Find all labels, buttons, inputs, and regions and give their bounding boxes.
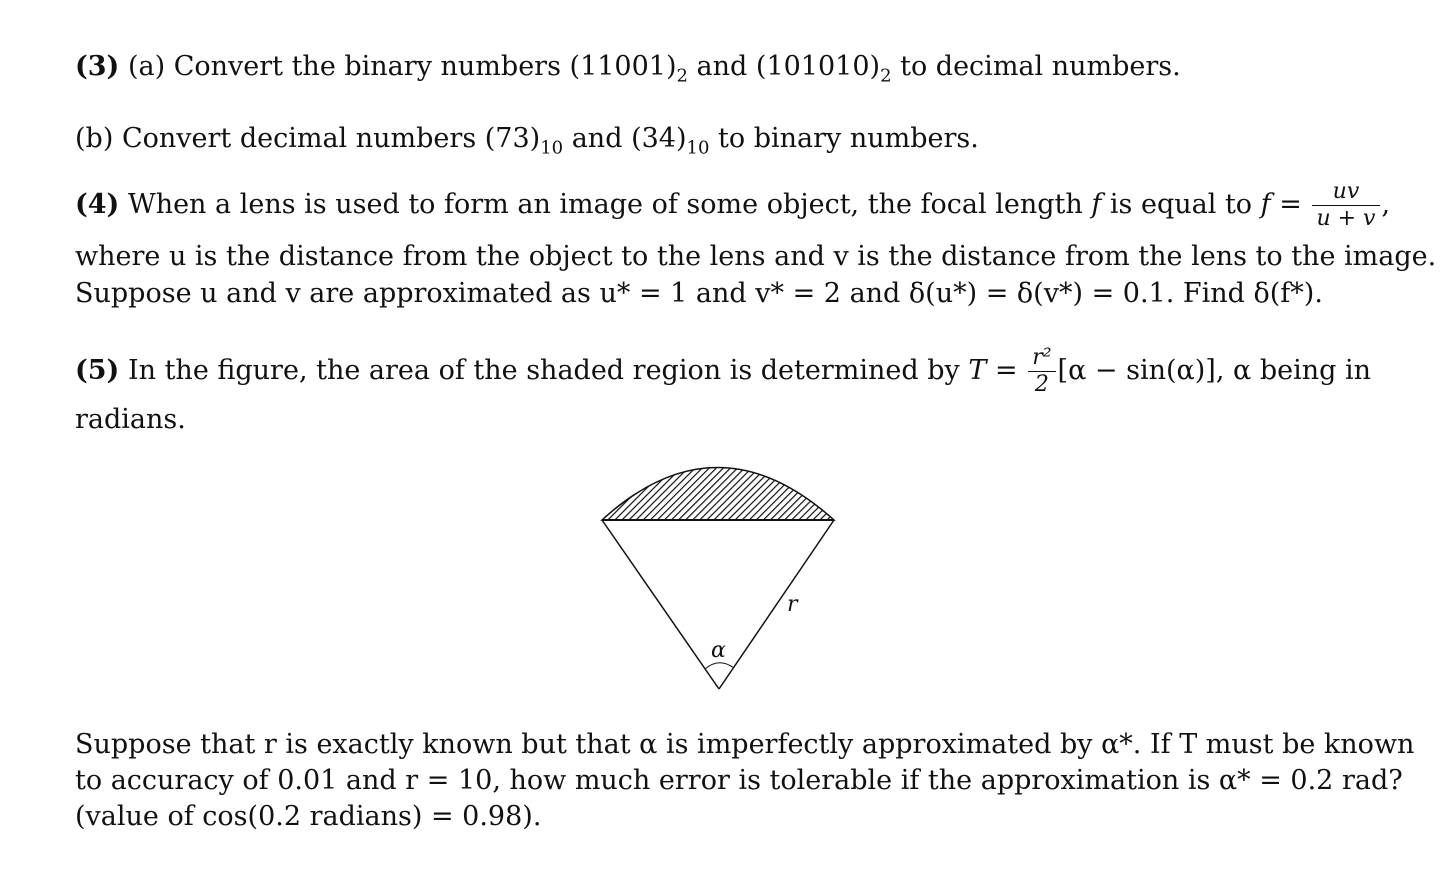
q3b-and: and	[571, 123, 623, 154]
q5-para-3: (value of cos(0.2 radians) = 0.98).	[75, 801, 542, 832]
shaded-segment	[602, 468, 834, 521]
q3b-num1: (73)	[484, 123, 541, 154]
q4-frac-num: uv	[1312, 180, 1379, 206]
q4-f-var: f	[1091, 189, 1102, 220]
angle-arc	[705, 663, 734, 669]
sector-figure	[590, 445, 850, 695]
q4-line1-text: When a lens is used to form an image of some object, the focal length	[127, 189, 1083, 220]
q4-formula-fraction	[1312, 180, 1379, 231]
q5-formula-fraction	[1028, 346, 1055, 397]
q4-line-2: where u is the distance from the object to the lens and v is the distance from the lens to the image.	[75, 241, 1437, 272]
r-label: r	[787, 592, 798, 617]
q3b-num2: (34)	[631, 123, 687, 154]
q3b-text-1: Convert decimal numbers	[121, 123, 477, 154]
q3a-base1: 2	[676, 65, 688, 87]
q5-number: (5)	[75, 355, 120, 386]
q4-f-eq: f =	[1260, 189, 1302, 220]
q5-tail: α being in	[1233, 355, 1371, 386]
q3-part-b	[75, 123, 979, 159]
alpha-label: α	[711, 638, 726, 663]
q4-comma: ,	[1381, 189, 1391, 220]
q4-line-3: Suppose u and v are approximated as u* = 1 and v* = 2 and δ(u*) = δ(v*) = 0.1. Find δ(f*).	[75, 278, 1323, 309]
q3b-base1: 10	[540, 137, 564, 159]
q3a-num2: (101010)	[755, 51, 881, 82]
right-radius	[719, 520, 834, 689]
q3a-base2: 2	[880, 65, 892, 87]
q5-line-1	[75, 346, 1371, 397]
q5-para-1: Suppose that r is exactly known but that α is imperfectly approximated by α*. If T must be known	[75, 729, 1415, 760]
q5-para-2: to accuracy of 0.01 and r = 10, how much error is tolerable if the approximation is α* = 0.2 rad?	[75, 765, 1403, 796]
q4-is-equal-to: is equal to	[1109, 189, 1253, 220]
q3-number: (3)	[75, 51, 120, 82]
q3a-text-1: Convert the binary numbers	[173, 51, 561, 82]
q3a-and: and	[696, 51, 748, 82]
q3a-text-2: to decimal numbers.	[900, 51, 1181, 82]
q5-frac-den: 2	[1034, 372, 1049, 397]
q5-T-eq: T =	[968, 355, 1018, 386]
q4-number: (4)	[75, 189, 120, 220]
q3-part-a	[75, 51, 1181, 87]
q3a-label: (a)	[127, 51, 166, 82]
left-radius	[602, 520, 719, 689]
q5-frac-num: r²	[1028, 346, 1055, 372]
q3b-base2: 10	[686, 137, 710, 159]
q5-bracket: [α − sin(α)],	[1057, 355, 1225, 386]
q4-frac-den: u + v	[1316, 206, 1376, 231]
q3b-text-2: to binary numbers.	[718, 123, 979, 154]
q5-line-2: radians.	[75, 404, 186, 435]
q3b-label: (b)	[75, 123, 114, 154]
q5-line1-text: In the figure, the area of the shaded region is determined by	[127, 355, 960, 386]
q4-line-1	[75, 180, 1390, 231]
q3a-num1: (11001)	[569, 51, 677, 82]
